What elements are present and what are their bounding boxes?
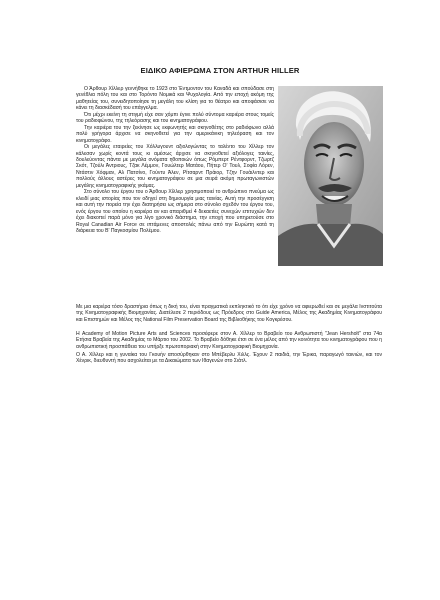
- portrait-photo: [278, 86, 383, 266]
- family-paragraph: Ο Α. Χίλλερ και η γυναίκα του Γκουήν αποσύρθηκαν στο Μπέβερλυ Χιλλς. Έχουν 2 παιδιά, την Έρικα, παραγωγό ταινιών, και τον Χένρικ, διευθυντή που ασχολείται με τα Δικαιώματα των Ιθαγενών στο Σιάτλ.: [76, 352, 382, 365]
- bio-paragraph: Την καριέρα του την ξεκίνησε ως εκφωνητής και σκηνοθέτης στο ραδιόφωνο αλλά πολύ γρήγορα άρχισε να σκηνοθετεί για την αμερικάνικη τηλεόραση και τον κινηματογράφο.: [76, 124, 274, 144]
- portrait-photo-icon: [278, 86, 383, 266]
- bio-paragraph: Οι μεγάλες εταιρείες του Χόλλυγουντ αξιολογώντας το ταλέντο του Χίλλερ τον κάλεσαν χωρίς κοντά τους κι αμέσως άρχισε να σκηνοθετεί αξιόλογες ταινίες, δουλεύοντας πάντα με μεγάλα ονόματα ηθοποιών όπως Ρόμπερτ Ρέντφορντ, Τζωρτζ Σκότ, Τζούλι Άντριους, Τζακ Λέμμον, Γουώλτερ Ματάου, Πήτερ Ο' Τουλ, Σοφία Λόρεν, Ντάστιν Χόφμαν, Αλ Πατσίνο, Γούντυ Άλεν, Ρίτσαρντ Πράιορ, Τζην Γουάιλντερ και πολλούς άλλους αστέρες του κινηματογράφου σε μια σειρά ακόμη πρωταγωνιστών μεγάλης κινηματογραφικής γκάμας.: [76, 144, 274, 189]
- bio-paragraph: Στο σύνολο του έργου του ο Άρθουρ Χίλλερ χρησιμοποιεί το ανθρώπινο πνεύμα ως κλειδί μιας ιστορίας που τον οδηγεί στη δημιουργία μιας ταινίας. Αυτή την προσέγγιση και αυτή την πορεία την έχει διατηρήσει ως σήμερα στο σύνολο σχεδόν του έργου του, ενός έργου του οποίου η καριέρα αν και απαριθμεί 4 δεκαετίες συνεχών επιτυχιών δεν έχει διακοπεί παρά μόνο για λίγο χρονικό διάστημα, την εποχή που υπηρετούσε στο Royal Canadian Air Force σε ιπτάμενες αποστολές πάνω από την Ευρώπη κατά τη διάρκεια του Β' Παγκοσμίου Πολέμου.: [76, 189, 274, 234]
- award-paragraph: Η Academy of Motion Picture Arts and Sciences προσέφερε στον Α. Χίλλερ το Βραβείο του Ανθρωπιστή "Jean Hersholt" στα 74α Ετήσια Βραβεία της Ακαδημίας το Μάρτιο του 2002. Το Βραβείο δόθηκε έτσι σε ένα μέλος από την κοινότητα του κινηματογράφου που η ανθρωπιστική προσπάθεια του υπήρξε πρωτοποριακή στην Κινηματογραφική Βιομηχανία.: [76, 331, 382, 350]
- career-paragraph: Με μια καριέρα τόσο δραστήρια όπως η δική του, είναι πραγματικά εκπληκτικό το ότι είχε χρόνο να αφιερωθεί και σε μεγάλα Ινστιτούτα της Κινηματογραφικής Βιομηχανίας. Διατέλεσε 2 περιόδους ως Πρόεδρος στο Guide America, Μέλος της Ακαδημίας Κινηματογράφου και Επιστημών και Μέλος της National Film Preservation Board της Βιβλιοθήκης του Κογκρέσου.: [76, 304, 382, 323]
- page-title: ΕΙΔΙΚΟ ΑΦΙΕΡΩΜΑ ΣΤΟΝ ARTHUR HILLER: [140, 66, 300, 75]
- biography-column: [76, 86, 274, 234]
- bio-paragraph: Ότι μέχρι εκείνη τη στιγμή είχε σαν χόμπι έγινε πολύ σύντομα καριέρα στους τομείς του ραδιοφώνου, της τηλεόρασης και του κινηματογράφου.: [76, 111, 274, 125]
- bio-paragraph: Ο Άρθουρ Χίλλερ γεννήθηκε το 1923 στο Έντμοντον του Καναδά και σπούδασε στη γενέθλια πόλη του και στο Τορόντο Νομικά και Ψυχολογία. Από την εποχή ακόμη της μαθητείας του, συνειδητοποίησε τη μεγάλη του κλίση για το θέατρο και αποφάσισε να κάνει τη διασκέδασή του επάγγελμα.: [76, 86, 274, 112]
